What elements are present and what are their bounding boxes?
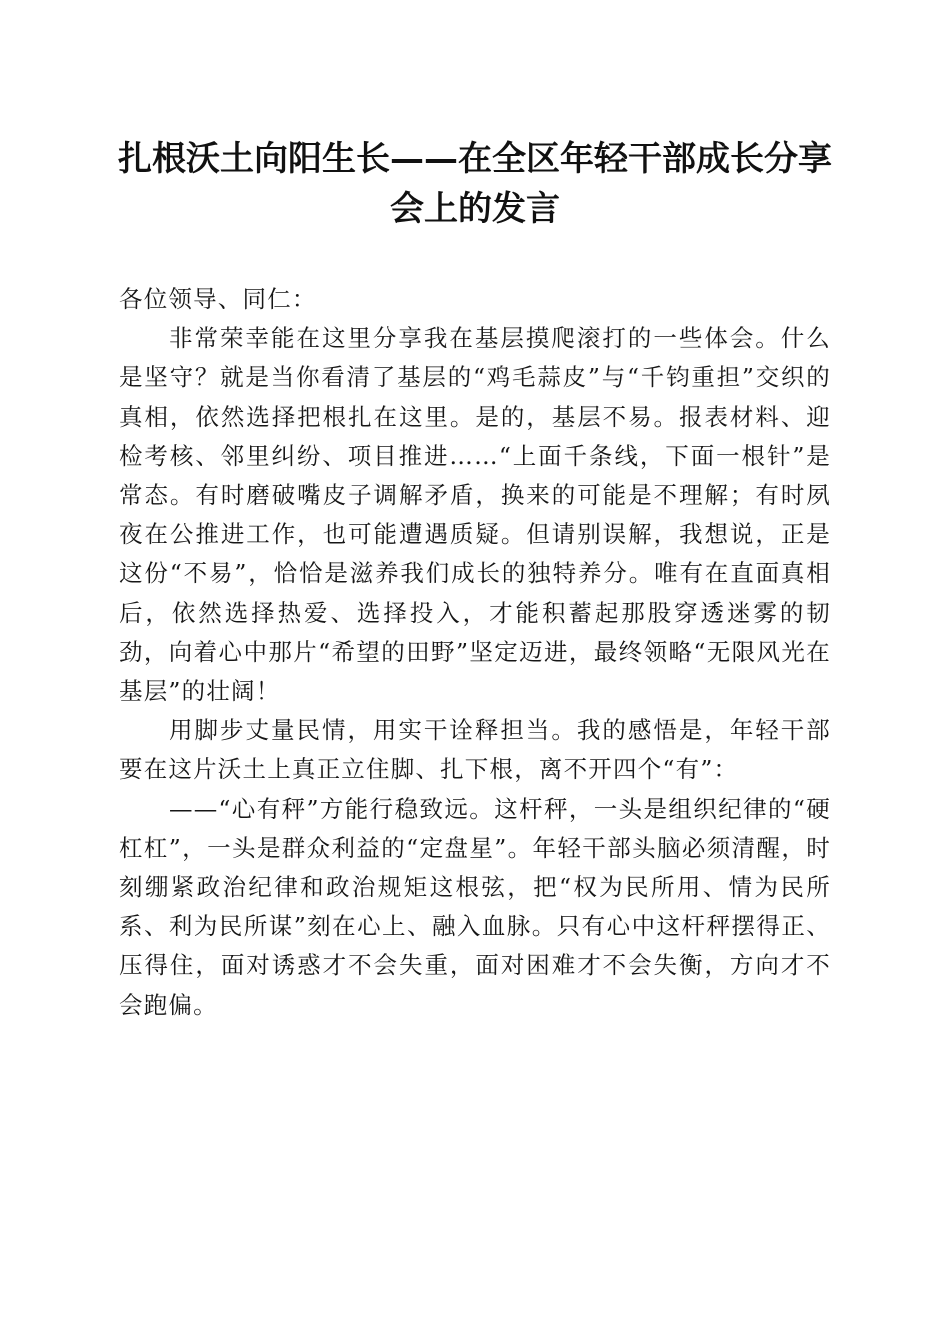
salutation: 各位领导、同仁： [119,285,317,313]
paragraph-intro: 非常荣幸能在这里分享我在基层摸爬滚打的一些体会。什么是坚守？就是当你看清了基层的“鸡毛蒜皮”与“千钧重担”交织的真相，依然选择把根扎在这里。是的，基层不易。报表材料、迎检考核、邻里纠纷、项目推进……“上面千条线，下面一根针”是常态。有时磨破嘴皮子调解矛盾，换来的可能是不理解；有时夙夜在公推进工作，也可能遭遇质疑。但请别误解，我想说，正是这份“不易”，恰恰是滋养我们成长的独特养分。唯有在直面真相后，依然选择热爱、选择投入，才能积蓄起那股穿透迷雾的韧劲，向着心中那片“希望的田野”坚定迈进，最终领略“无限风光在基层”的壮阔！ [119,324,831,706]
document-body [119,280,831,1025]
document-title: 扎根沃土向阳生长——在全区年轻干部成长分享会上的发言 [118,139,832,229]
paragraph-heart-scale: ——“心有秤”方能行稳致远。这杆秤，一头是组织纪律的“硬杠杠”，一头是群众利益的“定盘星”。年轻干部头脑必须清醒，时刻绷紧政治纪律和政治规矩这根弦，把“权为民所用、情为民所系、利为民所谋”刻在心上、融入血脉。只有心中这杆秤摆得正、压得住，面对诱惑才不会失重，面对困难才不会失衡，方向才不会跑偏。 [119,794,831,1019]
paragraph-insight: 用脚步丈量民情，用实干诠释担当。我的感悟是，年轻干部要在这片沃土上真正立住脚、扎下根，离不开四个“有”： [119,716,831,784]
